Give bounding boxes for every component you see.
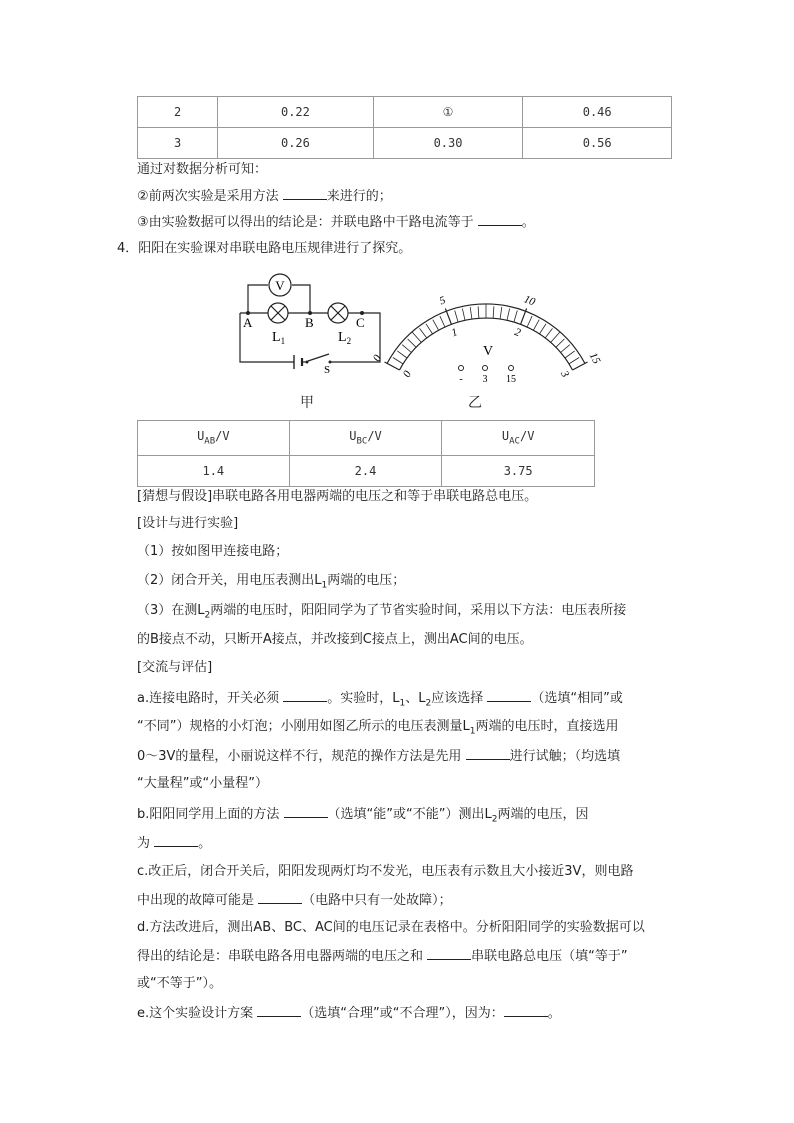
answer-blank[interactable]	[478, 213, 522, 226]
item-a-line-2: “不同”）规格的小灯泡；小刚用如图乙所示的电压表测量$L_1$两端的电压时，直接选用	[137, 719, 619, 737]
table-row	[138, 128, 672, 159]
text: 。	[521, 215, 535, 230]
answer-blank[interactable]	[427, 947, 471, 960]
step-3-line-1: （3）在测$L_2$两端的电压时，阳阳同学为了节省实验时间，采用以下方法：电压表所接	[137, 603, 627, 621]
terminal-3[interactable]	[483, 366, 488, 386]
item-d-line-3: 或“不等于”）。	[137, 976, 222, 991]
step-1-text: （1）按如图甲连接电路；	[137, 544, 289, 559]
scale-tick	[408, 339, 417, 347]
answer-blank[interactable]	[487, 689, 531, 702]
scale-tick	[433, 320, 439, 331]
table-cell: 1.4	[138, 456, 290, 487]
item-b-line-1: b.阳阳同学用上面的方法 （选填“能”或“不能”）测出$L_2$两端的电压，因	[137, 807, 589, 825]
text: 来进行的；	[326, 189, 392, 204]
scale-tick	[393, 358, 403, 364]
item-a-line-4: “大量程”或“小量程”）	[137, 776, 268, 791]
label-c: C	[356, 315, 365, 330]
figure-caption-jia: 甲	[300, 395, 314, 411]
item-c-line-1: c.改正后，闭合开关后，阳阳发现两灯均不发光，电压表有示数且大小接近3V，则电路	[137, 864, 634, 879]
scale-tick	[500, 307, 502, 319]
scale-tick	[514, 311, 517, 323]
answer-blank[interactable]	[466, 747, 510, 760]
top-tick-label: 0	[370, 353, 384, 364]
scale-tick	[402, 345, 411, 353]
table-row	[138, 97, 672, 128]
scale-tick	[440, 316, 445, 327]
bottom-tick-label: 1	[449, 326, 460, 340]
answer-blank[interactable]	[154, 834, 198, 847]
text: ③由实验数据可以得出的结论是：并联电路中干路电流等于	[137, 215, 478, 230]
answer-blank[interactable]	[257, 1004, 301, 1017]
svg-text:15: 15	[506, 374, 516, 385]
scale-tick	[455, 311, 458, 323]
scale-tick	[551, 332, 560, 343]
scale-tick	[507, 309, 510, 321]
scale-tick	[565, 351, 575, 358]
evaluation-section-title: [交流与评估]	[137, 660, 213, 675]
figure-caption-yi: 乙	[468, 395, 482, 411]
bottom-tick-label: 3	[557, 368, 572, 380]
circuit-diagram	[232, 265, 392, 380]
scale-tick	[420, 328, 427, 338]
scale-tick	[493, 306, 494, 318]
scale-tick	[527, 316, 532, 327]
item-a-line-3: 0～3V的量程，小丽说这样不行，规范的操作方法是先用 进行试触；（均选填	[137, 749, 621, 764]
item-d-line-1: d.方法改进后，测出AB、BC、AC间的电压记录在表格中。分析阳阳同学的实验数据可以	[137, 920, 645, 935]
step-3-line-2: 的B接点不动，只断开A接点，并改接到C接点上，测出AC间的电压。	[137, 632, 533, 647]
text: ②前两次实验是采用方法	[137, 189, 283, 204]
lamp-l1-symbol	[268, 303, 288, 323]
svg-text:3: 3	[482, 374, 488, 385]
table-cell: 0.46	[523, 97, 672, 128]
table-cell: 0.30	[373, 128, 523, 159]
table-cell: 0.22	[218, 97, 374, 128]
voltage-data-table	[137, 420, 595, 487]
answer-blank[interactable]	[258, 891, 302, 904]
lamp-l2-label: $L_2$	[338, 330, 352, 346]
item-c-line-2: 中出现的故障可能是 （电路中只有一处故障）；	[137, 893, 452, 908]
switch-symbol	[306, 354, 332, 364]
scale-tick	[533, 320, 539, 331]
question-4-title: 4．阳阳在实验课对串联电路电压规律进行了探究。	[117, 241, 412, 256]
scale-tick	[397, 351, 407, 358]
scale-tick	[569, 358, 579, 364]
item-e-line: e.这个实验设计方案 （选填“合理”或“不合理”），因为： 。	[137, 1006, 561, 1021]
meter-unit-label: V	[482, 344, 494, 359]
step-2-text: （2）闭合开关，用电压表测出$L_1$两端的电压；	[137, 573, 406, 591]
current-data-table	[137, 96, 672, 159]
table-row	[138, 456, 595, 487]
bottom-tick-label: 2	[512, 326, 523, 340]
scale-tick	[540, 324, 547, 334]
answer-blank[interactable]	[284, 805, 328, 818]
scale-tick	[545, 328, 552, 338]
column-header-uab: $U_{AB}/V$	[138, 421, 290, 456]
scale-tick	[412, 332, 421, 343]
scale-tick	[561, 345, 570, 353]
table-cell: 2	[138, 97, 218, 128]
terminal-minus[interactable]	[459, 366, 464, 386]
svg-text:-: -	[459, 374, 463, 385]
answer-blank[interactable]	[283, 187, 327, 200]
top-tick-label: 15	[586, 350, 603, 366]
switch-label: S	[324, 364, 331, 376]
table-cell: 0.26	[218, 128, 374, 159]
voltmeter-label: V	[275, 278, 285, 293]
table-cell: 2.4	[289, 456, 442, 487]
label-a: A	[243, 315, 253, 330]
analysis-question-3	[137, 213, 535, 232]
scale-tick	[426, 324, 433, 334]
design-section-title: [设计与进行实验]	[137, 516, 239, 531]
hypothesis-text: [猜想与假设]串联电路各用电器两端的电压之和等于串联电路总电压。	[137, 489, 538, 504]
table-cell: 0.56	[523, 128, 672, 159]
top-tick-label: 10	[522, 293, 537, 309]
analysis-question-2	[137, 187, 392, 206]
item-a-line-1: a.连接电路时，开关必须 。实验时，$L_1$、$L_2$应该选择 （选填“相同”或	[137, 691, 623, 709]
terminal-15[interactable]	[506, 366, 516, 386]
item-d-line-2: 得出的结论是：串联电路各用电器两端的电压之和 串联电路总电压（填“等于”	[137, 949, 628, 964]
answer-blank[interactable]	[504, 1004, 548, 1017]
scale-tick	[470, 307, 472, 319]
item-b-line-2: 为 。	[137, 836, 212, 851]
table-cell: ①	[373, 97, 523, 128]
scale-tick	[462, 309, 465, 321]
scale-tick	[556, 339, 565, 347]
top-tick-label: 5	[437, 294, 448, 308]
column-header-uac: $U_{AC}/V$	[442, 421, 595, 456]
answer-blank[interactable]	[283, 689, 327, 702]
table-cell: 3	[138, 128, 218, 159]
table-cell: 3.75	[442, 456, 595, 487]
table-header-row	[138, 421, 595, 456]
label-b: B	[305, 315, 314, 330]
lamp-l1-label: $L_1$	[272, 330, 286, 346]
column-header-ubc: $U_{BC}/V$	[289, 421, 442, 456]
bottom-tick-label: 0	[400, 368, 415, 380]
scale-tick	[478, 306, 479, 318]
analysis-intro: 通过对数据分析可知：	[137, 162, 268, 177]
battery-symbol	[294, 355, 302, 369]
lamp-l2-symbol	[328, 303, 348, 323]
voltmeter-dial	[370, 268, 603, 393]
